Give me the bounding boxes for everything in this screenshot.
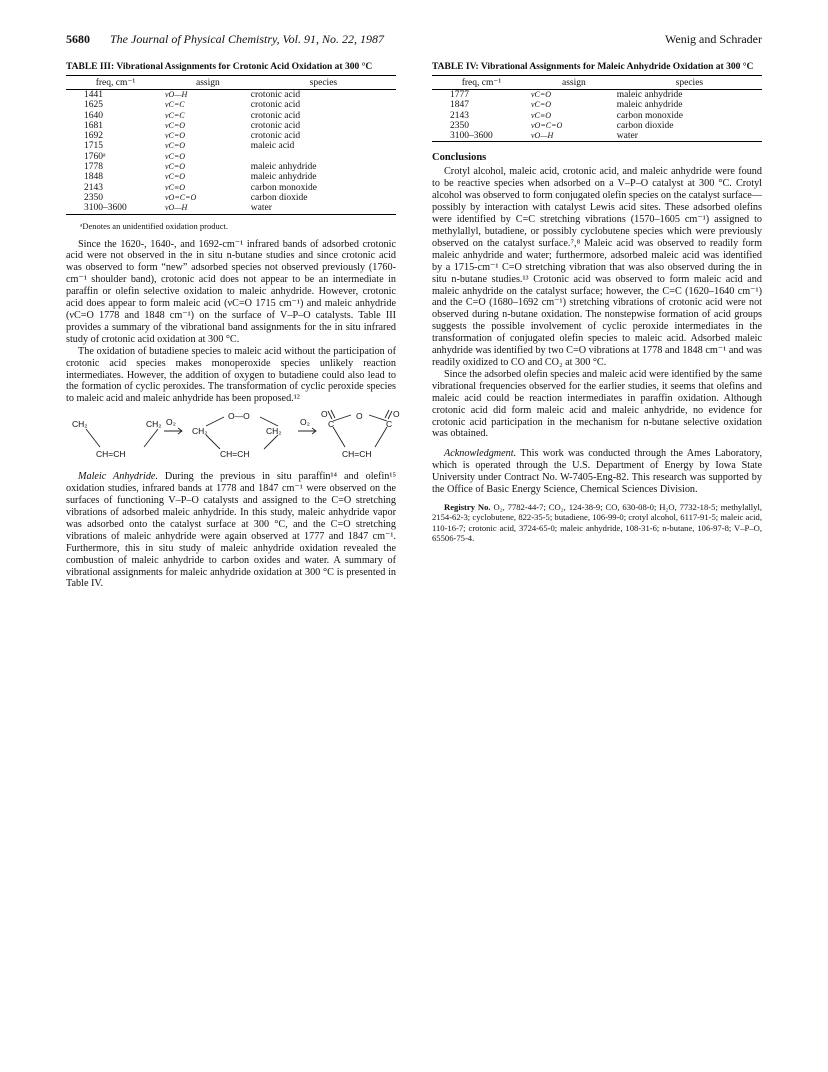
cell-species: maleic anhydride <box>250 172 317 183</box>
scheme-ch2-a: CH₂ <box>72 419 88 430</box>
table-row <box>66 152 396 162</box>
table-row <box>66 162 396 172</box>
cell-freq: 1681 <box>84 120 103 131</box>
cell-freq: 1848 <box>84 172 103 183</box>
scheme-ch2-b: CH₂ <box>146 419 162 430</box>
table-row <box>66 90 396 101</box>
cell-species: maleic anhydride <box>616 100 683 111</box>
cell-assign: νC=O <box>165 131 186 141</box>
maleic-anhydride-lead: Maleic Anhydride. <box>78 471 158 483</box>
cell-species: crotonic acid <box>250 100 301 111</box>
table4-header-freq: freq, cm⁻¹ <box>432 76 531 90</box>
table-row <box>66 131 396 141</box>
cell-freq: 1692 <box>84 131 103 142</box>
scheme-o-carbonyl-a: O <box>321 409 328 420</box>
cell-assign: νC=O <box>531 90 552 99</box>
table3-header-freq: freq, cm⁻¹ <box>66 76 165 90</box>
cell-assign: νO—H <box>165 90 188 99</box>
cell-assign: νC=O <box>165 120 186 130</box>
cell-species <box>251 152 396 162</box>
table3-title: TABLE III: Vibrational Assignments for Crotonic Acid Oxidation at 300 °C <box>66 62 373 72</box>
cell-freq: 1778 <box>84 162 103 173</box>
acknowledgment-text: This work was conducted through the Ames Laboratory, which is operated through the U.S. Department of Energy by Iowa State University under Contract No. W-7405-Eng-82. This research was supported by the Office of Basic Energy Science, Chemical Sciences Division. <box>432 448 762 496</box>
cell-species: maleic anhydride <box>250 162 317 173</box>
cell-assign: νC≡O <box>531 110 552 120</box>
scheme-ch2-d: CH₂ <box>266 426 282 437</box>
table-row <box>66 100 396 110</box>
paragraph-maleic-anhydride <box>66 471 396 590</box>
cell-species: crotonic acid <box>250 90 301 100</box>
table-row <box>66 183 396 193</box>
reaction-scheme <box>66 409 400 465</box>
running-authors: Wenig and Schrader <box>665 32 762 46</box>
cell-species: water <box>250 203 272 214</box>
scheme-c-a: C <box>328 419 335 430</box>
right-column <box>432 62 762 544</box>
paragraph-conclusions-1: Crotyl alcohol, maleic acid, crotonic acid, and maleic anhydride were found to be reactive species when adsorbed on a V–P–O catalyst at 300 °C. Crotyl alcohol was observed to form conjugated olefin species on the catalyst surface—possibly by interaction with catalyst Lewis acid sites. These adsorbed olefins were identified by C=C stretching vibrations (1570–1605 cm⁻¹) assigned to methylallyl, butadiene, or possibly cyclobutene species which were previously observed on the catalyst surface.⁷,⁸ Maleic acid was observed to readily form maleic anhydride and water; furthermore, adsorbed maleic acid was identified by a 1715-cm⁻¹ C=O stretching vibration that was also observed during the in situ n-butane studies.¹³ Crotonic acid was observed to form maleic acid and maleic anhydride on the catalyst surface; however, the C=C (1620–1640 cm⁻¹) and the C=O (1680–1692 cm⁻¹) stretching vibrations of crotonic acid were not observed during n-butane oxidation. The nonstepwise formation of acid groups suggests the possible involvement of cyclic peroxide intermediates in the transformation of conjugated olefin species to maleic acid. Adsorbed maleic anhydride was identified by two C=O vibrations at 1778 and 1848 cm⁻¹ and was readily oxidized to CO and CO₂ at 300 °C. <box>432 166 762 368</box>
cell-freq: 1640 <box>84 110 103 121</box>
paragraph-acknowledgment <box>432 448 762 496</box>
table4-header-species: species <box>617 76 762 90</box>
cell-assign: νC=C <box>165 100 185 110</box>
table-row <box>66 111 396 121</box>
table-row <box>66 172 396 182</box>
scheme-o-ring: O <box>356 411 363 422</box>
cell-assign: νO=C=O <box>531 120 563 130</box>
maleic-anhydride-text: During the previous in situ paraffin¹⁴ and olefin¹⁵ oxidation studies, infrared bands at 1778 and 1847 cm⁻¹ were observed on the surfaces of functioning V–P–O catalysts and assigned to the C=O stretching vibrations of adsorbed maleic anhydride. In this study, maleic anhydride vapor was adsorbed onto the catalyst surface at 300 °C, and the C=O stretching vibrations of maleic anhydride were again observed at 1777 and 1847 cm⁻¹. Furthermore, this in situ study of maleic anhydride oxidation revealed the combustion of maleic anhydride to carbon oxides and water. A summary of vibrational assignments for maleic anhydride oxidation at 300 °C is presented in Table IV. <box>66 471 396 590</box>
table3-header-assign: assign <box>165 76 251 90</box>
registry-numbers <box>432 502 762 544</box>
cell-assign: νO—H <box>165 203 188 213</box>
cell-species: carbon monoxide <box>616 110 684 121</box>
cell-freq: 2143 <box>84 182 103 193</box>
cell-assign: νC=C <box>165 110 185 120</box>
cell-assign: νC=O <box>165 162 186 172</box>
cell-freq: 1847 <box>450 100 469 111</box>
cell-assign: νC=O <box>165 151 186 161</box>
cell-assign: νC=O <box>165 141 186 151</box>
cell-assign: νO—H <box>531 131 554 141</box>
scheme-oo: O—O <box>228 411 250 422</box>
table3-footnote: ᵃDenotes an unidentified oxidation product. <box>80 220 228 231</box>
page-header <box>66 32 762 48</box>
table-row <box>66 141 396 151</box>
cell-species: crotonic acid <box>250 131 301 142</box>
reaction-scheme-drawing <box>66 409 400 465</box>
table4-header-assign: assign <box>531 76 617 90</box>
cell-assign: νC=O <box>531 100 552 110</box>
scheme-o2-a: O₂ <box>166 417 176 428</box>
cell-freq: 3100–3600 <box>450 131 493 142</box>
cell-assign: νO=C=O <box>165 192 197 202</box>
cell-assign: νC=O <box>165 172 186 182</box>
scheme-chch-c: CH=CH <box>342 449 372 460</box>
cell-species: carbon dioxide <box>616 120 674 131</box>
cell-species: water <box>616 131 638 142</box>
table4 <box>432 75 762 141</box>
scheme-c-b: C <box>386 419 393 430</box>
cell-freq: 2350 <box>84 192 103 203</box>
cell-freq: 1441 <box>84 90 103 100</box>
acknowledgment-lead: Acknowledgment. <box>444 448 517 460</box>
table3-header-species: species <box>251 76 396 90</box>
scheme-o2-b: O₂ <box>300 417 310 428</box>
registry-text: O₂, 7782-44-7; CO₂, 124-38-9; CO, 630-08-0; H₂O, 7732-18-5; methylallyl, 2154-62-3; cyclobutene, 822-35-5; butadiene, 106-99-0; crotyl alcohol, 6117-91-5; maleic acid, 110-16-7; crotonic acid, 3724-65-0; maleic anhydride, 108-31-6; n-butane, 106-97-8; V–P–O, 65506-75-4. <box>432 501 762 544</box>
table-row <box>432 90 762 101</box>
cell-species: maleic anhydride <box>616 90 683 100</box>
cell-freq: 2350 <box>450 120 469 131</box>
table4-bottom-rule <box>432 141 762 142</box>
cell-species: carbon monoxide <box>250 182 318 193</box>
table3-bottom-rule <box>66 214 396 215</box>
table-row <box>66 193 396 203</box>
table-row <box>432 131 762 141</box>
scheme-chch-b: CH=CH <box>220 449 250 460</box>
table-row <box>432 100 762 110</box>
table-row <box>432 121 762 131</box>
table-row <box>432 111 762 121</box>
journal-title: The Journal of Physical Chemistry, Vol. 91, No. 22, 1987 <box>110 32 384 46</box>
table4-title: TABLE IV: Vibrational Assignments for Maleic Anhydride Oxidation at 300 °C <box>432 62 754 72</box>
left-column <box>66 62 400 590</box>
registry-lead: Registry No. <box>444 501 491 512</box>
cell-assign: νC≡O <box>165 182 186 192</box>
cell-freq: 1715 <box>84 141 103 152</box>
cell-freq: 3100–3600 <box>84 203 127 214</box>
cell-species: crotonic acid <box>250 110 301 121</box>
scheme-chch-a: CH=CH <box>96 449 126 460</box>
cell-freq: 1760ᵃ <box>84 151 106 162</box>
table3 <box>66 75 396 214</box>
cell-species: crotonic acid <box>250 120 301 131</box>
paragraph-butadiene: The oxidation of butadiene species to maleic acid without the participation of crotonic acid species makes monoperoxide species unlikely reaction intermediates. However, the addition of oxygen to butadiene could also lead to the formation of cyclic peroxides. The transformation of cyclic peroxide species to maleic acid and maleic anhydride has been proposed.¹² <box>66 345 396 405</box>
cell-species: carbon dioxide <box>250 192 308 203</box>
cell-freq: 2143 <box>450 110 469 121</box>
conclusions-heading: Conclusions <box>432 152 487 164</box>
scheme-o-carbonyl-b: O <box>393 409 400 420</box>
table-row <box>66 121 396 131</box>
page-number: 5680 <box>66 32 90 46</box>
cell-freq: 1777 <box>450 90 469 100</box>
table-row <box>66 203 396 213</box>
paragraph-conclusions-2: Since the adsorbed olefin species and maleic acid were identified by the same vibrational frequencies observed for the earlier studies, it seems that olefins and maleic acid could be reaction intermediates in paraffin oxidation. Although crotonic acid did form maleic acid and maleic anhydride, no evidence for crotonic acid participation in the mechanism for n-butane selective oxidation was obtained. <box>432 368 762 440</box>
cell-freq: 1625 <box>84 100 103 111</box>
cell-species: maleic acid <box>250 141 295 152</box>
paragraph-crotonic-acid: Since the 1620-, 1640-, and 1692-cm⁻¹ infrared bands of adsorbed crotonic acid were not observed in the in situ n-butane studies and since crotonic acid was observed to form “new” adsorbed species not observed previously (1760-cm⁻¹ shoulder band), crotonic acid does not appear to be an intermediate in paraffin or olefin selective oxidation to maleic anhydride. However, crotonic acid does appear to form maleic acid (νC=O 1715 cm⁻¹) and maleic anhydride (νC=O 1778 and 1848 cm⁻¹) on the surface of V–P–O catalysts. Table III provides a summary of the vibrational band assignments for the in situ infrared study of crotonic acid oxidation at 300 °C. <box>66 238 396 345</box>
scheme-ch2-c: CH₂ <box>192 426 208 437</box>
